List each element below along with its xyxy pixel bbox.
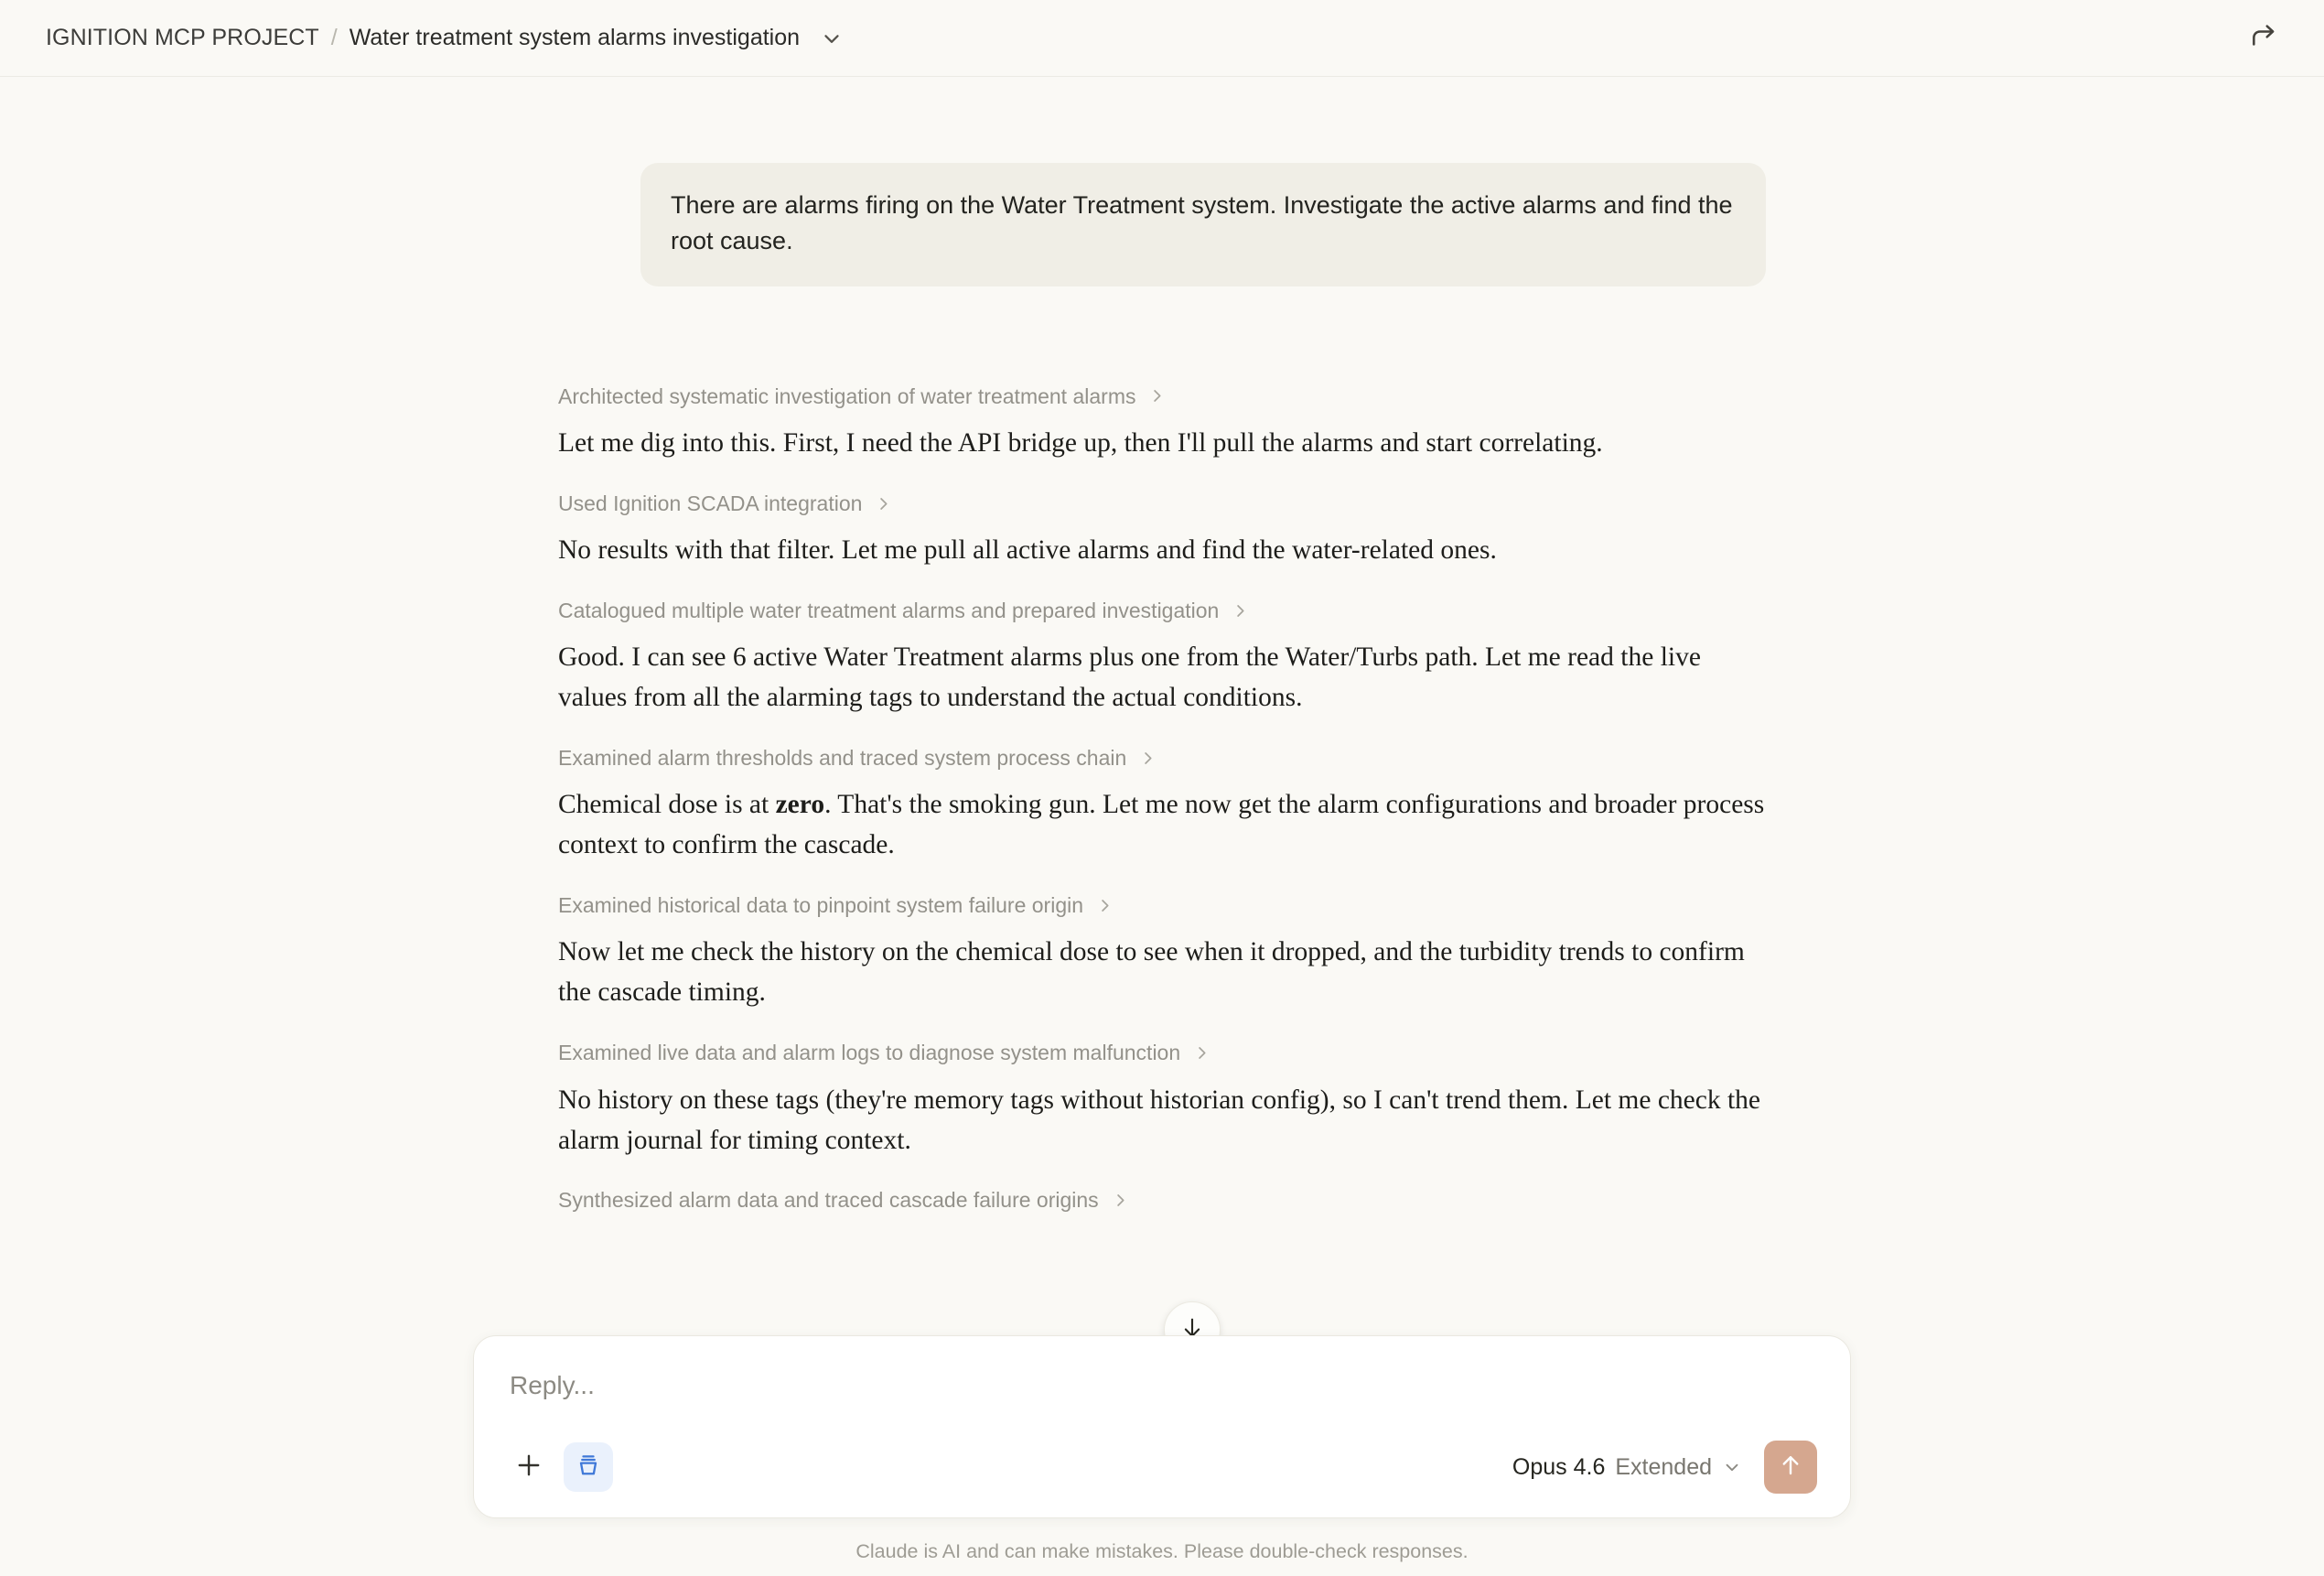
beaker-icon	[575, 1452, 602, 1484]
assistant-paragraph: No results with that filter. Let me pull all active alarms and find the water-related ones.	[558, 535, 1497, 566]
assistant-paragraph: No history on these tags (they're memory tags without historian config), so I can't trend them. Let me check the alarm journal for timing context.	[558, 1085, 1761, 1155]
thought-summary[interactable]	[558, 489, 1766, 518]
reply-input[interactable]: Reply...	[510, 1371, 595, 1399]
chevron-right-icon	[1148, 387, 1166, 405]
user-message-row	[558, 163, 1766, 286]
assistant-paragraph: Now let me check the history on the chemical dose to see when it dropped, and the turbidity trends to confirm the cascade timing.	[558, 937, 1745, 1008]
paragraph-text-after: . That's the smoking gun. Let me now get the alarm configurations and broader process context to confirm the cascade.	[558, 790, 1765, 860]
assistant-message	[558, 382, 1766, 1215]
composer-zone	[0, 1335, 2324, 1576]
model-name: Opus 4.6	[1512, 1453, 1606, 1480]
thought-summary[interactable]	[558, 1185, 1766, 1214]
chevron-down-icon[interactable]	[820, 27, 844, 50]
thought-summary[interactable]	[558, 891, 1766, 920]
breadcrumb-conversation-title[interactable]: Water treatment system alarms investigation	[349, 25, 801, 50]
thought-summary-label: Used Ignition SCADA integration	[558, 491, 863, 515]
breadcrumb	[46, 25, 844, 51]
chevron-right-icon	[875, 495, 892, 513]
model-mode: Extended	[1615, 1453, 1712, 1480]
paragraph-text-before: Chemical dose is at	[558, 790, 776, 820]
thought-summary[interactable]	[558, 382, 1766, 411]
thought-summary-label: Synthesized alarm data and traced cascade failure origins	[558, 1188, 1099, 1213]
disclaimer-text: Claude is AI and can make mistakes. Please double-check responses.	[855, 1540, 1469, 1562]
chevron-right-icon	[1112, 1192, 1129, 1209]
add-attachment-button[interactable]	[507, 1445, 551, 1489]
breadcrumb-project[interactable]: IGNITION MCP PROJECT	[46, 25, 319, 50]
model-selector[interactable]	[1512, 1454, 1742, 1481]
message-thread	[558, 163, 1766, 1228]
assistant-paragraph: Let me dig into this. First, I need the API bridge up, then I'll pull the alarms and start correlating.	[558, 428, 1603, 458]
plus-icon	[513, 1450, 544, 1485]
chevron-right-icon	[1096, 897, 1114, 914]
thought-summary[interactable]	[558, 743, 1766, 772]
thought-summary-label: Examined alarm thresholds and traced system process chain	[558, 746, 1127, 771]
thought-summary-label: Catalogued multiple water treatment alarms and prepared investigation	[558, 599, 1220, 623]
composer-right-controls	[1512, 1441, 1817, 1494]
composer-toolbar	[507, 1441, 1817, 1494]
thought-summary-label: Architected systematic investigation of water treatment alarms	[558, 383, 1136, 408]
thought-summary-label: Examined live data and alarm logs to diagnose system malfunction	[558, 1041, 1181, 1065]
arrow-up-icon	[1777, 1452, 1804, 1484]
app-header	[0, 0, 2324, 77]
composer[interactable]	[473, 1335, 1851, 1518]
research-tool-button[interactable]	[564, 1442, 613, 1492]
share-arrow-icon	[2249, 21, 2278, 55]
chevron-right-icon	[1139, 750, 1157, 767]
paragraph-emphasis: zero	[775, 790, 825, 820]
user-message-bubble	[640, 163, 1766, 286]
thought-summary-label: Examined historical data to pinpoint system failure origin	[558, 893, 1084, 918]
breadcrumb-separator: /	[330, 25, 338, 50]
user-message-text: There are alarms firing on the Water Treatment system. Investigate the active alarms and find the root cause.	[671, 191, 1733, 255]
chevron-down-icon	[1722, 1457, 1742, 1477]
chevron-right-icon	[1232, 602, 1249, 620]
assistant-paragraph-with-emphasis	[558, 785, 1766, 866]
assistant-paragraph: Good. I can see 6 active Water Treatment alarms plus one from the Water/Turbs path. Let me read the live values from all the alarming tags to understand the actual conditions.	[558, 642, 1701, 713]
share-button[interactable]	[2240, 15, 2287, 62]
send-button[interactable]	[1764, 1441, 1817, 1494]
composer-left-tools	[507, 1442, 613, 1492]
chevron-right-icon	[1193, 1044, 1210, 1062]
thought-summary[interactable]	[558, 1038, 1766, 1067]
thought-summary[interactable]	[558, 596, 1766, 625]
